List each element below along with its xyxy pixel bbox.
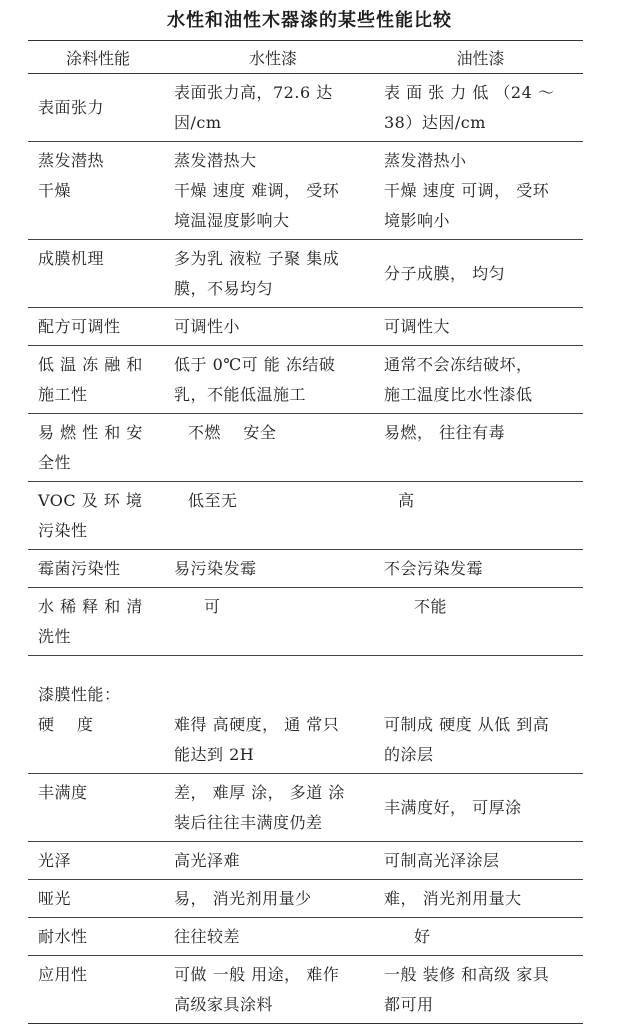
table-row [28,880,583,918]
cell-property: 成膜机理 [28,240,168,308]
cell-oil: 表 面 张 力 低 （24 ～ 38）达因/cm [378,74,583,142]
cell-water: 易污染发霉 [168,550,378,588]
cell-property: 耐水性 [28,918,168,956]
cell-oil: 丰满度好， 可厚涂 [378,774,583,842]
cell-water: 低至无 [168,482,378,550]
cell-water: 难得 高硬度， 通 常只 能达到 2H [168,710,378,774]
cell-property: 应用性 [28,956,168,1024]
cell-water: 可做 一般 用途， 难作 高级家具涂料 [168,956,378,1024]
table-row [28,142,583,240]
cell-property: 光泽 [28,842,168,880]
cell-property: 易 燃 性 和 安 全性 [28,414,168,482]
table-row [28,918,583,956]
cell-water: 多为乳 液粒 子聚 集成 膜，不易均匀 [168,240,378,308]
cell-oil: 可调性大 [378,308,583,346]
film-section-label: 漆膜性能： [38,685,121,704]
cell-property: 低 温 冻 融 和 施工性 [28,346,168,414]
table-row [28,240,583,308]
cell-oil: 好 [378,918,583,956]
cell-water: 可 [168,588,378,656]
table-row [28,842,583,880]
table-header-row [28,41,583,74]
page-title: 水性和油性木器漆的某些性能比较 [167,10,452,31]
table-row [28,550,583,588]
cell-property: 硬 度 [28,710,168,774]
cell-oil: 难， 消光剂用量大 [378,880,583,918]
cell-oil: 分子成膜， 均匀 [378,240,583,308]
cell-oil: 一般 装修 和高级 家具 都可用 [378,956,583,1024]
cell-property: 哑光 [28,880,168,918]
table-row [28,956,583,1024]
cell-water: 蒸发潜热大 干燥 速度 难调， 受环 境温湿度影响大 [168,142,378,240]
section-label-row [28,676,583,710]
cell-water: 可调性小 [168,308,378,346]
cell-property: 配方可调性 [28,308,168,346]
cell-property: VOC 及 环 境 污染性 [28,482,168,550]
cell-oil: 易燃， 往往有毒 [378,414,583,482]
cell-water: 往往较差 [168,918,378,956]
cell-oil: 高 [378,482,583,550]
cell-oil: 通常不会冻结破坏， 施工温度比水性漆低 [378,346,583,414]
cell-oil: 蒸发潜热小 干燥 速度 可调， 受环 境影响小 [378,142,583,240]
cell-water: 易， 消光剂用量少 [168,880,378,918]
table-row [28,346,583,414]
cell-water: 低于 0℃可 能 冻结破 乳，不能低温施工 [168,346,378,414]
table-row [28,710,583,774]
cell-property: 表面张力 [28,74,168,142]
cell-water: 不燃 安全 [168,414,378,482]
cell-property: 丰满度 [28,774,168,842]
section-spacer [28,656,583,677]
cell-water: 差， 难厚 涂， 多道 涂 装后往往丰满度仍差 [168,774,378,842]
table-row [28,588,583,656]
cell-oil: 不会污染发霉 [378,550,583,588]
cell-oil: 可制高光泽涂层 [378,842,583,880]
cell-property: 水 稀 释 和 清 洗性 [28,588,168,656]
cell-oil: 不能 [378,588,583,656]
cell-water: 表面张力高，72.6 达 因/cm [168,74,378,142]
header-water-based: 水性漆 [168,41,378,74]
table-row [28,482,583,550]
table-row [28,414,583,482]
cell-oil: 可制成 硬度 从低 到高 的涂层 [378,710,583,774]
cell-property: 蒸发潜热 干燥 [28,142,168,240]
cell-water: 高光泽难 [168,842,378,880]
table-row [28,774,583,842]
header-property: 涂料性能 [28,41,168,74]
cell-property: 霉菌污染性 [28,550,168,588]
header-oil-based: 油性漆 [378,41,583,74]
table-row [28,74,583,142]
table-row [28,308,583,346]
comparison-table [28,40,583,1024]
